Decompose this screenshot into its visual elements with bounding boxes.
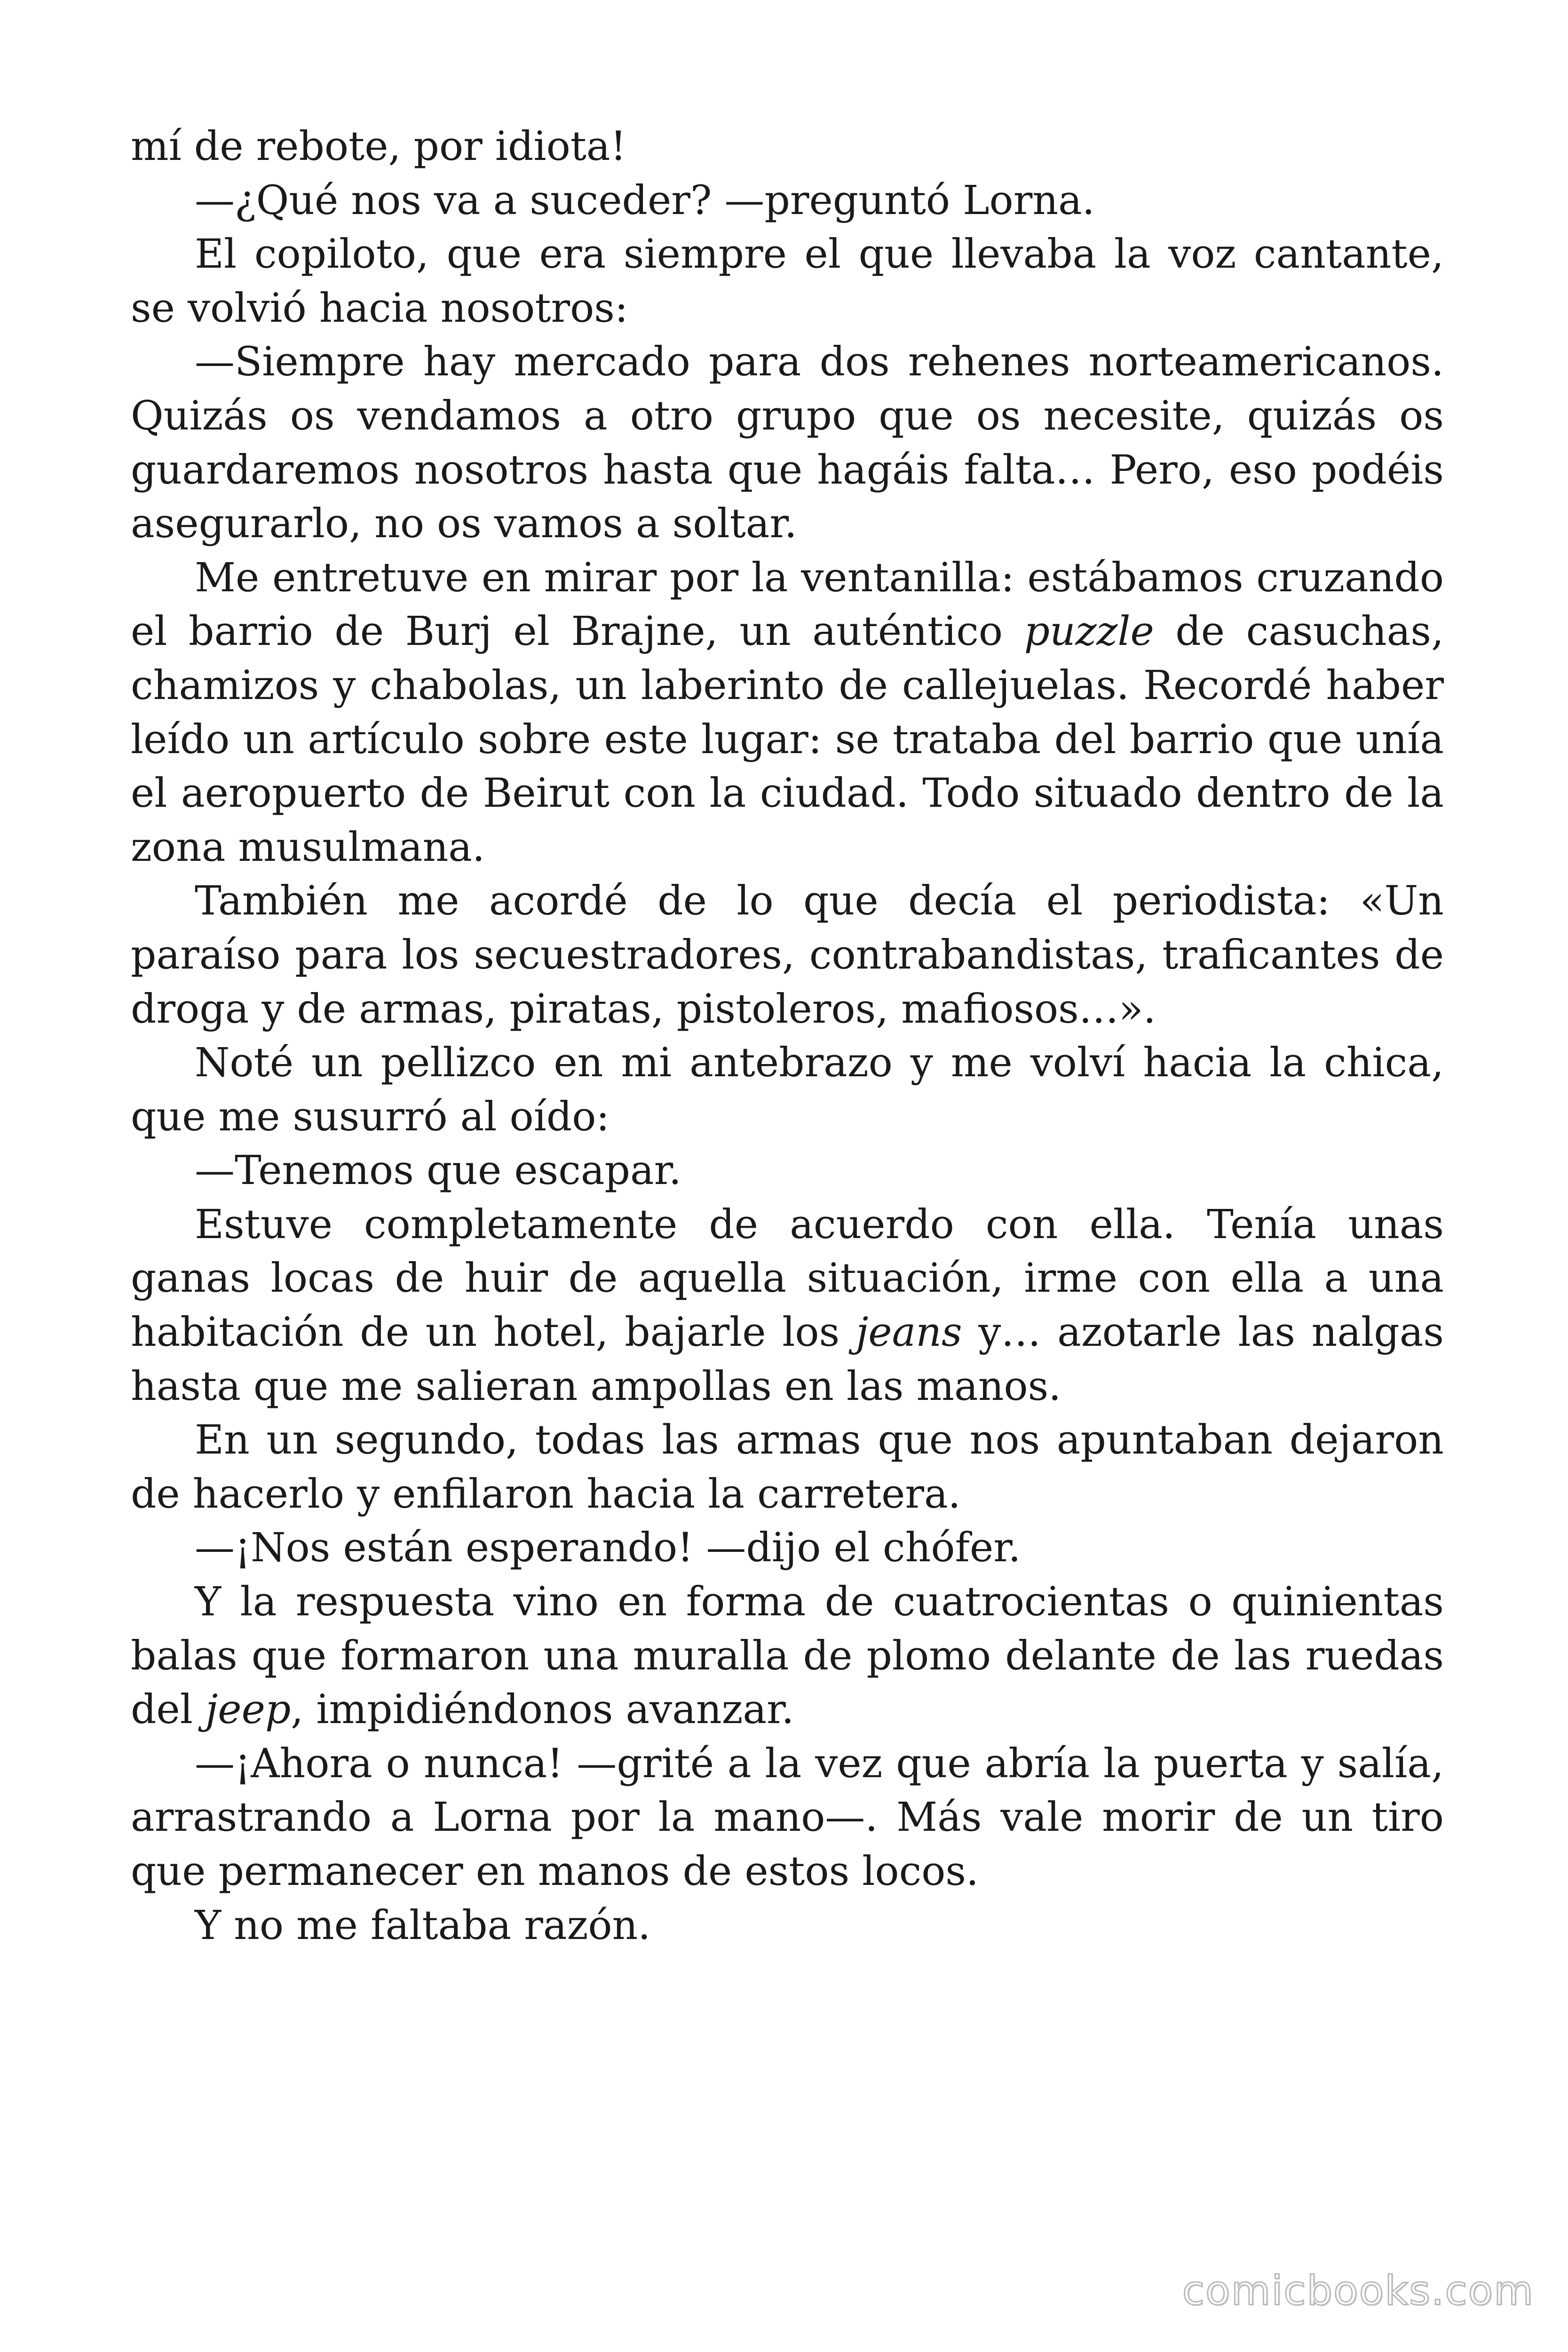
paragraph bbox=[131, 228, 1444, 335]
text-run: Y no me faltaba razón. bbox=[195, 1902, 651, 1949]
paragraph bbox=[131, 1198, 1444, 1414]
text-run: y… azotarle las nalgas hasta que me salieran ampollas en las manos. bbox=[131, 1309, 1444, 1410]
text-run: mí de rebote, por idiota! bbox=[131, 123, 626, 170]
paragraph bbox=[131, 174, 1444, 228]
text-run: El copiloto, que era siempre el que llevaba la voz cantante, se volvió hacia nosotros: bbox=[131, 231, 1444, 332]
text-run: —Tenemos que escapar. bbox=[195, 1147, 681, 1194]
text-run: , impidiéndonos avanzar. bbox=[291, 1686, 794, 1733]
paragraph bbox=[131, 120, 1444, 174]
text-run: Me entretuve en mirar por la ventanilla: estábamos cruzando el barrio de Burj el Brajne, un auténtico bbox=[131, 554, 1444, 655]
text-run: —¡Nos están esperando! —dijo el chófer. bbox=[195, 1525, 1021, 1572]
text-run: Y la respuesta vino en forma de cuatrocientas o quinientas balas que formaron una muralla de plomo delante de las ruedas del bbox=[131, 1579, 1444, 1733]
paragraph bbox=[131, 1899, 1444, 1953]
body-text bbox=[131, 120, 1444, 1953]
paragraph bbox=[131, 1575, 1444, 1737]
italic-text: puzzle bbox=[1024, 608, 1154, 655]
paragraph bbox=[131, 874, 1444, 1036]
paragraph bbox=[131, 1737, 1444, 1899]
paragraph bbox=[131, 1414, 1444, 1521]
text-run: En un segundo, todas las armas que nos apuntaban dejaron de hacerlo y enfilaron hacia la carretera. bbox=[131, 1417, 1444, 1518]
text-run: de casuchas, chamizos y chabolas, un laberinto de callejuelas. Recordé haber leído un artículo sobre este lugar: se trataba del barrio que unía el aeropuerto de Beirut con la ciudad. Todo situado dentro de la zona musulmana. bbox=[131, 608, 1444, 871]
paragraph bbox=[131, 1521, 1444, 1575]
text-run: También me acordé de lo que decía el periodista: «Un paraíso para los secuestradores, contrabandistas, traficantes de droga y de armas, piratas, pistoleros, mafiosos…». bbox=[131, 878, 1444, 1033]
text-run: —Siempre hay mercado para dos rehenes norteamericanos. Quizás os vendamos a otro grupo que os necesite, quizás os guardaremos nosotros hasta que hagáis falta… Pero, eso podéis asegurarlo, no os vamos a soltar. bbox=[131, 339, 1444, 548]
italic-text: jeep bbox=[205, 1686, 291, 1733]
text-run: Noté un pellizco en mi antebrazo y me volví hacia la chica, que me susurró al oído: bbox=[131, 1040, 1444, 1140]
watermark: comicbooks.com bbox=[1182, 2267, 1534, 2314]
text-run: —¡Ahora o nunca! —grité a la vez que abría la puerta y salía, arrastrando a Lorna por la mano—. Más vale morir de un tiro que permanecer en manos de estos locos. bbox=[131, 1740, 1444, 1895]
text-run: Estuve completamente de acuerdo con ella. Tenía unas ganas locas de huir de aquella situación, irme con ella a una habitación de un hotel, bajarle los bbox=[131, 1201, 1444, 1356]
paragraph bbox=[131, 1036, 1444, 1144]
paragraph bbox=[131, 551, 1444, 875]
paragraph bbox=[131, 335, 1444, 551]
italic-text: jeans bbox=[855, 1309, 962, 1356]
paragraph bbox=[131, 1144, 1444, 1198]
text-run: —¿Qué nos va a suceder? —preguntó Lorna. bbox=[195, 177, 1095, 224]
